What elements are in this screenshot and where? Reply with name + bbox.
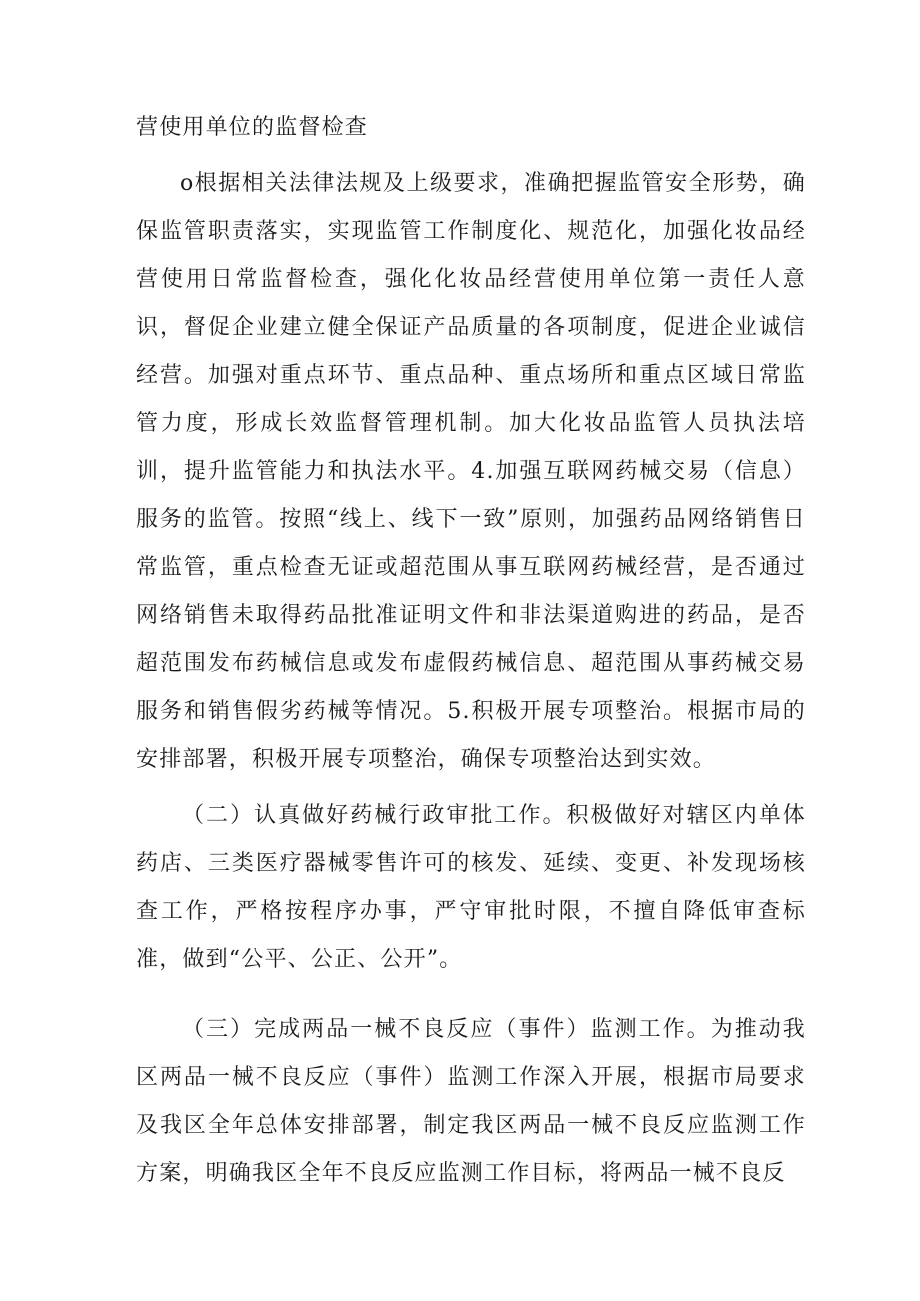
paragraph-administrative-approval: （二）认真做好药械行政审批工作。积极做好对辖区内单体药店、三类医疗器械零售许可的核发、延续、变更、补发现场核查工作，严格按程序办事，严守审批时限，不擅自降低审查标准，做到“公平、公正、公开”。	[136, 803, 806, 972]
paragraph-supervision	[136, 160, 806, 784]
paragraph-supervision-text: o根据相关法律法规及上级要求，准确把握监管安全形势，确保监管职责落实，实现监管工作制度化、规范化，加强化妆品经营使用日常监督检查，强化化妆品经营使用单位第一责任人意识，督促企业建立健全保证产品质量的各项制度，促进企业诚信经营。加强对重点环节、重点品种、重点场所和重点区域日常监管力度，形成长效监督管理机制。加大化妆品监管人员执法培训，提升监管能力和执法水平。4.加强互联网药械交易（信息）服务的监管。按照“线上、线下一致”原则，加强药品网络销售日常监管，重点检查无证或超范围从事互联网药械经营，是否通过网络销售未取得药品批准证明文件和非法渠道购进的药品，是否超范围发布药械信息或发布虚假药械信息、超范围从事药械交易服务和销售假劣药械等情况。5.积极开展专项整治。根据市局的安排部署，积极开展专项整治，确保专项整治达到实效。	[136, 171, 806, 772]
carryover-line: 营使用单位的监督检查	[136, 115, 369, 140]
paragraph-adverse-reaction-monitoring: （三）完成两品一械不良反应（事件）监测工作。为推动我区两品一械不良反应（事件）监测工作深入开展，根据市局要求及我区全年总体安排部署，制定我区两品一械不良反应监测工作方案，明确我区全年不良反应监测工作目标，将两品一械不良反	[136, 1017, 806, 1186]
